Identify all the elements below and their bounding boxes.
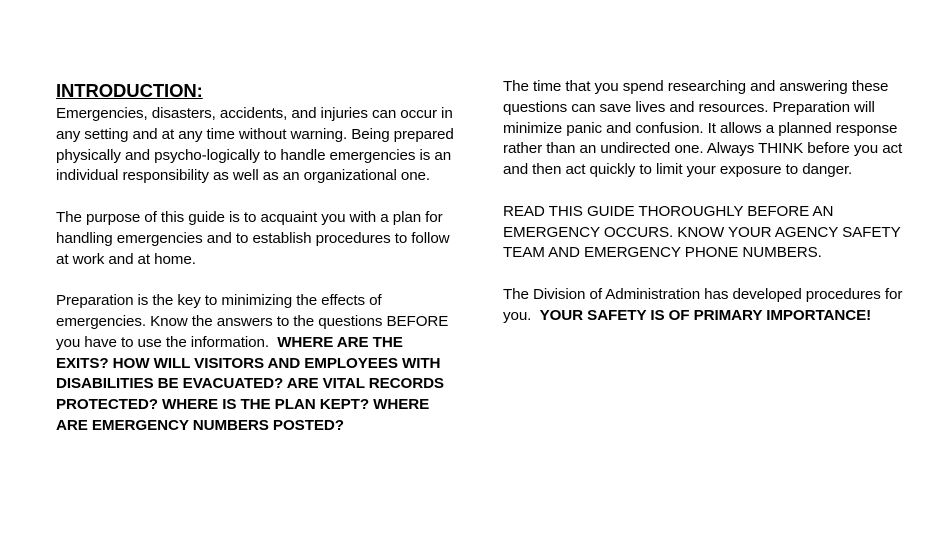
paragraph-spacer bbox=[56, 187, 456, 208]
paragraph-spacer bbox=[503, 264, 903, 285]
intro-paragraph-3-questions: WHERE ARE THE EXITS? HOW WILL VISITORS AND EMPLOYEES WITH DISABILITIES BE EVACUATED? ARE VITAL RECORDS PROTECTED? WHERE IS THE PLAN KEPT? WHERE ARE EMERGENCY NUMBERS POSTED? bbox=[56, 333, 444, 434]
right-paragraph-3-text: The Division of Administration has developed procedures for you. bbox=[503, 285, 903, 324]
right-paragraph-3 bbox=[503, 285, 903, 327]
right-paragraph-2: READ THIS GUIDE THOROUGHLY BEFORE AN EMERGENCY OCCURS. KNOW YOUR AGENCY SAFETY TEAM AND EMERGENCY PHONE NUMBERS. bbox=[503, 202, 901, 262]
left-column bbox=[56, 77, 456, 437]
intro-paragraph-2: The purpose of this guide is to acquaint you with a plan for handling emergencies and to establish procedures to follow at work and at home. bbox=[56, 208, 450, 268]
right-column bbox=[503, 77, 903, 327]
paragraph-spacer bbox=[503, 181, 903, 202]
safety-emphasis: YOUR SAFETY IS OF PRIMARY IMPORTANCE! bbox=[539, 306, 872, 324]
right-paragraph-1: The time that you spend researching and answering these questions can save lives and resources. Preparation will minimize panic and confusion. It allows a planned response rather than an undirected one. Always THINK before you act and then act quickly to limit your exposure to danger. bbox=[503, 78, 903, 179]
introduction-heading: INTRODUCTION: bbox=[56, 80, 203, 101]
intro-paragraph-3 bbox=[56, 291, 456, 437]
intro-paragraph-3-text: Preparation is the key to minimizing the effects of emergencies. Know the answers to the questions BEFORE you have to use the information. bbox=[56, 292, 449, 351]
intro-paragraph-1: Emergencies, disasters, accidents, and injuries can occur in any setting and at any time without warning. Being prepared physically and psycho-logically to handle emergencies is an individual responsibility as well as an organizational one. bbox=[56, 105, 454, 185]
paragraph-spacer bbox=[56, 270, 456, 291]
